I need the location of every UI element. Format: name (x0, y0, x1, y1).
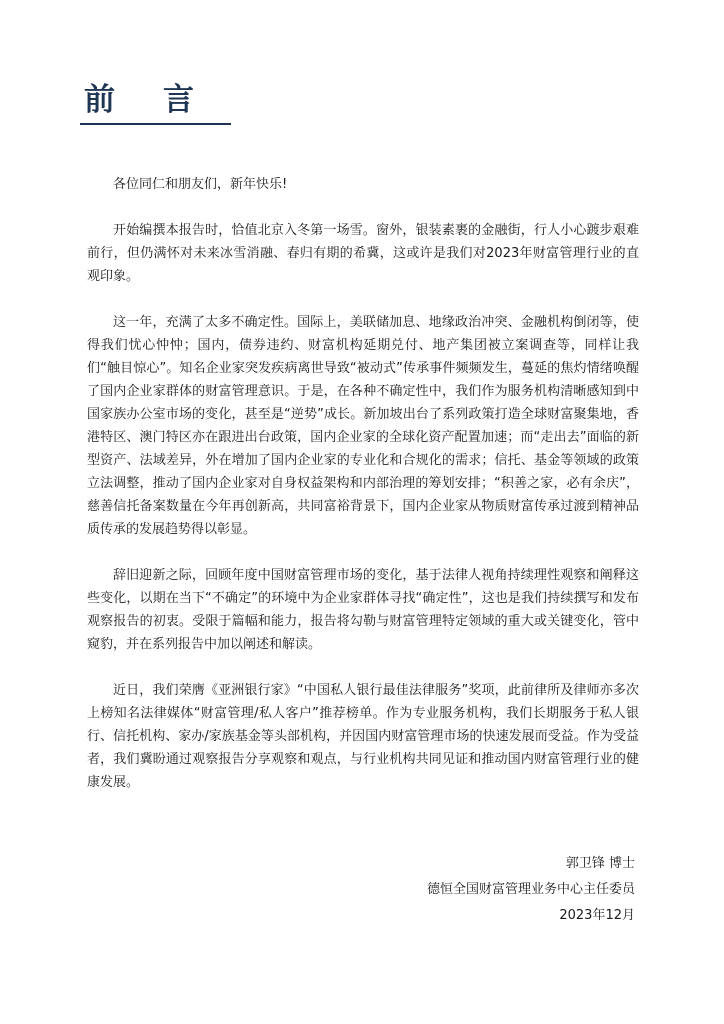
paragraph-1: 开始编撰本报告时，恰值北京入冬第一场雪。窗外，银装素裹的金融街，行人小心踱步艰难前行，但仍满怀对未来冰雪消融、春归有期的希冀，这或许是我们对2023年财富管理行业的直观印象。 (87, 223, 639, 284)
paragraph-2: 这一年，充满了太多不确定性。国际上，美联储加息、地缘政治冲突、金融机构倒闭等，使得我们忧心忡忡；国内，债券违约、财富机构延期兑付、地产集团被立案调查等，同样让我们“触目惊心”。知名企业家突发疾病离世导致“被动式”传承事件频频发生，蔓延的焦灼情绪唤醒了国内企业家群体的财富管理意识。于是，在各种不确定性中，我们作为服务机构清晰感知到中国家族办公室市场的变化，甚至是“逆势”成长。新加坡出台了系列政策打造全球财富聚集地，香港特区、澳门特区亦在跟进出台政策，国内企业家的全球化资产配置加速；而“走出去”面临的新型资产、法域差异，外在增加了国内企业家的专业化和合规化的需求；信托、基金等领域的政策立法调整，推动了国内企业家对自身权益架构和内部治理的筹划安排；“积善之家，必有余庆”，慈善信托备案数量在今年再创新高，共同富裕背景下，国内企业家从物质财富传承过渡到精神品质传承的发展趋势得以彰显。 (87, 315, 639, 537)
paragraph-4: 近日，我们荣膺《亚洲银行家》“中国私人银行最佳法律服务”奖项，此前律所及律师亦多次上榜知名法律媒体“财富管理/私人客户”推荐榜单。作为专业服务机构，我们长期服务于私人银行、信托机构、家办/家族基金等头部机构，并因国内财富管理市场的快速发展而受益。作为受益者，我们冀盼通过观察报告分享观察和观点，与行业机构共同见证和推动国内财富管理行业的健康发展。 (87, 683, 639, 790)
title-char-2: 言 (163, 82, 194, 118)
title-char-1: 前 (84, 82, 115, 118)
paragraph-3: 辞旧迎新之际，回顾年度中国财富管理市场的变化，基于法律人视角持续理性观察和阐释这些变化，以期在当下“不确定”的环境中为企业家群体寻找“确定性”，这也是我们持续撰写和发布观察报告的初衷。受限于篇幅和能力，报告将勾勒与财富管理特定领域的重大或关键变化，管中窥豹，并在系列报告中加以阐述和解读。 (87, 568, 639, 652)
signature-name: 郭卫锋 博士 (565, 856, 635, 871)
title-underline (80, 123, 231, 125)
preface-body (87, 173, 639, 817)
signature-position: 德恒全国财富管理业务中心主任委员 (426, 882, 635, 897)
page-title (84, 74, 194, 119)
paragraph-greeting: 各位同仁和朋友们，新年快乐! (113, 177, 288, 192)
signature-date: 2023年12月 (559, 908, 635, 923)
signature-block (427, 851, 635, 929)
